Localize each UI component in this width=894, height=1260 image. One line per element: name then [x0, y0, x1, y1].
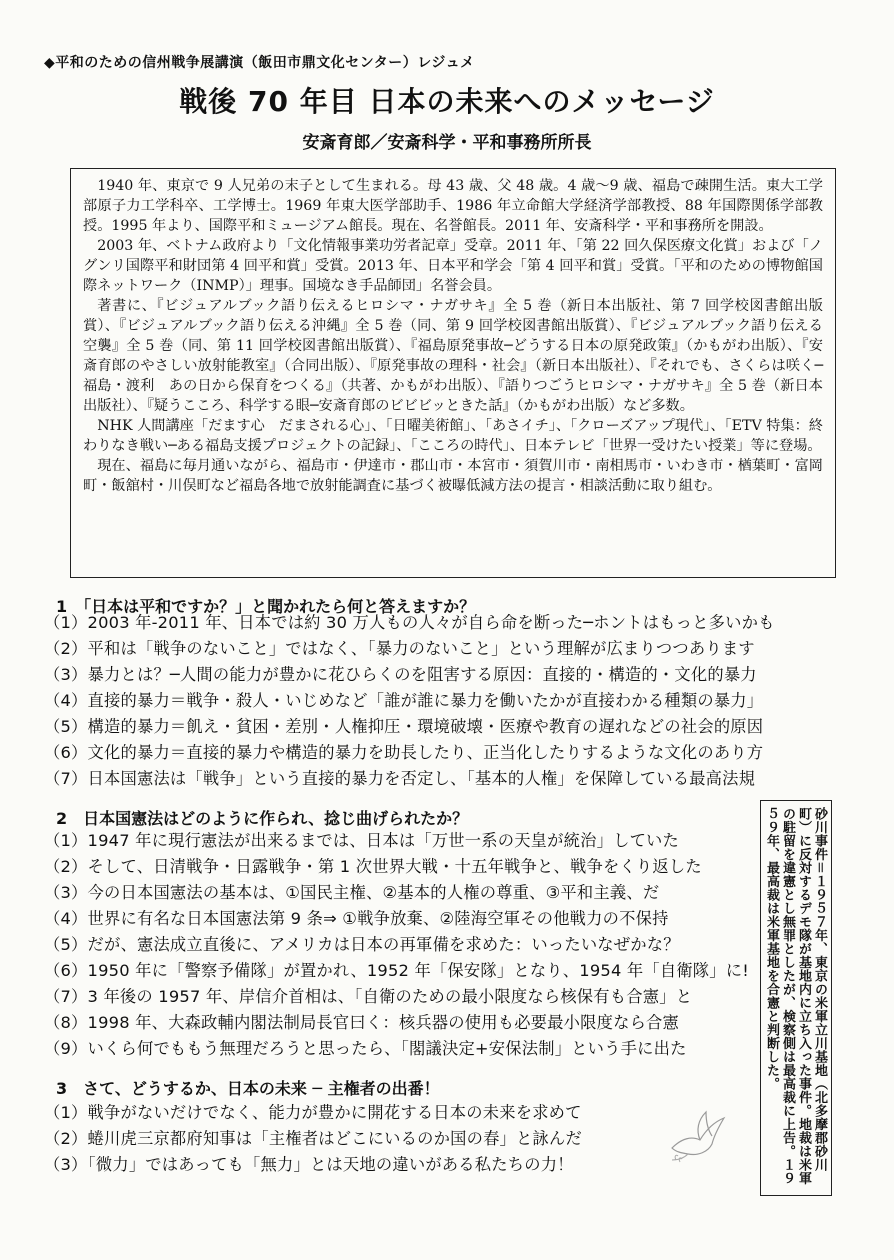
author-line: 安斎育郎／安斎科学・平和事務所所長 [302, 133, 592, 153]
section-title: 2 日本国憲法はどのように作られ、捻じ曲げられたか？ [56, 809, 469, 828]
list-item: （9）いくら何でももう無理だろうと思ったら、「閣議決定+安保法制」という手に出た [44, 1039, 687, 1058]
document-header: ◆平和のための信州戦争展講演（飯田市鼎文化センター）レジュメ [44, 55, 475, 71]
list-item: （6）1950 年に「警察予備隊」が置かれ、1952 年「保安隊」となり、1954 年「自衛隊」に! [44, 961, 749, 980]
list-item: （1）2003 年-2011 年、日本では約 30 万人もの人々が自ら命を断った─ホントはもっと多いかも [44, 613, 775, 632]
list-item: （4）直接的暴力＝戦争・殺人・いじめなど「誰が誰に暴力を働いたかが直接わかる種類の暴力」 [44, 691, 764, 710]
sunagawa-note-box [760, 800, 832, 1196]
list-item: （7）日本国憲法は「戦争」という直接的暴力を否定し、「基本的人権」を保障している最高法規 [44, 769, 756, 788]
list-item: （5）構造的暴力＝飢え・貧困・差別・人権抑圧・環境破壊・医療や教育の遅れなどの社会的原因 [44, 717, 764, 736]
list-item: （5）だが、憲法成立直後に、アメリカは日本の再軍備を求めた：いったいなぜかな？ [44, 935, 680, 954]
list-item: （4）世界に有名な日本国憲法第 9 条⇒ ①戦争放棄、②陸海空軍その他戦力の不保持 [44, 909, 669, 928]
bio-paragraph: NHK 人間講座「だます心 だまされる心」、「日曜美術館」、「あさイチ」、「クローズアップ現代」、「ETV 特集：終わりなき戦い─ある福島支援プロジェクトの記録」、「こころの時代」、日本テレビ「世界一受けたい授業」等に登場。 [83, 418, 823, 454]
document-title: 戦後 70 年目 日本の未来へのメッセージ [179, 85, 715, 118]
biography-box [70, 168, 836, 578]
list-item: （2）蜷川虎三京都府知事は「主権者はどこにいるのか国の春」と詠んだ [44, 1129, 582, 1148]
bio-paragraph: 著書に、『ビジュアルブック語り伝えるヒロシマ・ナガサキ』全 5 巻（新日本出版社、第 7 回学校図書館出版賞）、『ビジュアルブック語り伝える沖縄』全 5 巻（同、第 9 回学校図書館出版賞）、『ビジュアルブック語り伝える空襲』全 5 巻（同、第 11 回学校図書館出版賞）、『福島原発事故─どうする日本の原発政策』（かもがわ出版）、『安斎育郎のやさしい放射能教室』（合同出版）、『原発事故の理科・社会』（新日本出版社）、『それでも、さくらは咲く─福島・渡利 あの日から保育をつくる』（共著、かもがわ出版）、『語りつごうヒロシマ・ナガサキ』全 5 巻（新日本出版社）、『疑うこころ、科学する眼─安斎育郎のビビビッときた話』（かもがわ出版）など多数。 [83, 298, 823, 414]
list-item: （6）文化的暴力＝直接的暴力や構造的暴力を助長したり、正当化したりするような文化のあり方 [44, 743, 764, 762]
bio-paragraph: 2003 年、ベトナム政府より「文化情報事業功労者記章」受章。2011 年、「第 22 回久保医療文化賞」および「ノグンリ国際平和財団第 4 回平和賞」受賞。2013 年、日本平和学会「第 4 回平和賞」受賞。「平和のための博物館国際ネットワーク（INMP）」理事。国境なき手品師団」名誉会員。 [83, 238, 823, 294]
list-item: （1）1947 年に現行憲法が出来るまでは、日本は「万世一系の天皇が統治」していた [44, 831, 680, 850]
section-title: 1 「日本は平和ですか？」と聞かれたら何と答えますか？ [56, 597, 476, 616]
list-item: （3）暴力とは？─人間の能力が豊かに花ひらくのを阻害する原因：直接的・構造的・文化的暴力 [44, 665, 757, 684]
list-item: （8）1998 年、大森政輔内閣法制局長官曰く：核兵器の使用も必要最小限度なら合憲 [44, 1013, 680, 1032]
list-item: （3）今の日本国憲法の基本は、①国民主権、②基本的人権の尊重、③平和主義、だ [44, 883, 660, 902]
bio-paragraph: 現在、福島に毎月通いながら、福島市・伊達市・郡山市・本宮市・須賀川市・南相馬市・いわき市・楢葉町・富岡町・飯舘村・川俣町など福島各地で放射能調査に基づく被曝低減方法の提言・相談活動に取り組む。 [83, 458, 823, 494]
list-item: （7）3 年後の 1957 年、岸信介首相は、「自衛のための最小限度なら核保有も合憲」と [44, 987, 693, 1006]
list-item: （1）戦争がないだけでなく、能力が豊かに開花する日本の未来を求めて [44, 1103, 582, 1122]
list-item: （3）「微力」ではあっても「無力」とは天地の違いがある私たちの力！ [44, 1155, 574, 1174]
list-item: （2）平和は「戦争のないこと」ではなく、「暴力のないこと」という理解が広まりつつあります [44, 639, 755, 658]
list-item: （2）そして、日清戦争・日露戦争・第 1 次世界大戦・十五年戦争と、戦争をくり返した [44, 857, 702, 876]
section-title: 3 さて、どうするか、日本の未来 ─ 主権者の出番！ [56, 1079, 440, 1098]
sidebar-note-text: 砂川事件＝１９５７年、東京の米軍立川基地（北多摩郡砂川町）に反対するデモ隊が基地内に立ち入った事件。地裁は米軍の駐留を違憲とし無罪としたが、検察側は最高裁に上告。１９５９年、最高裁は米軍基地を合憲と判断した。 [764, 807, 827, 1185]
dove-illustration [662, 1100, 732, 1170]
bio-paragraph: 1940 年、東京で 9 人兄弟の末子として生まれる。母 43 歳、父 48 歳。4 歳〜9 歳、福島で疎開生活。東大工学部原子力工学科卒、工学博士。1969 年東大医学部助手、1986 年立命館大学経済学部教授、88 年国際関係学部教授。1995 年より、国際平和ミュージアム館長。現在、名誉館長。2011 年、安斎科学・平和事務所を開設。 [83, 178, 823, 234]
